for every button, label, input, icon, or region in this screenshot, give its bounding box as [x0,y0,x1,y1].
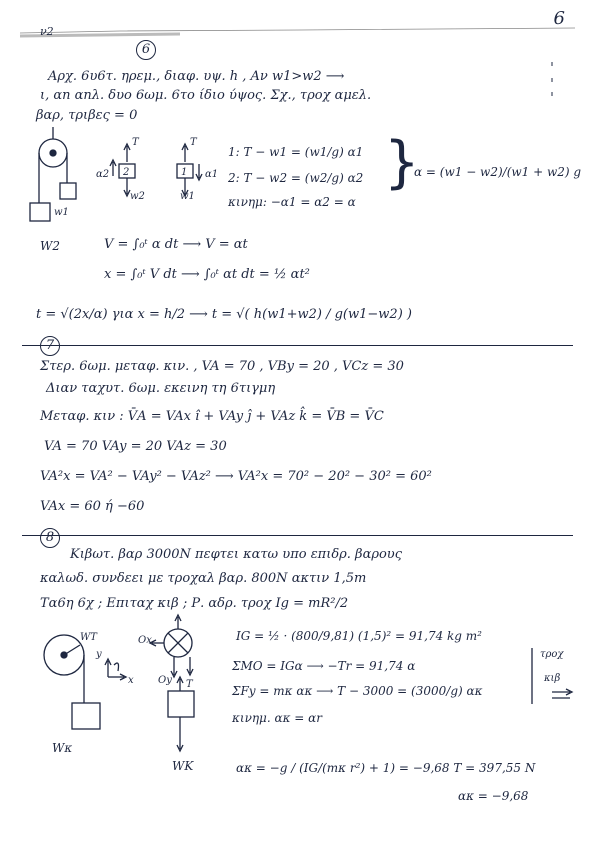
label-WT: WT [80,632,97,643]
problem-6-statement-line-2: ι, αn αnλ. δυο 6ωμ. 6τo ίδιο ύψος. Σχ., τροχ αμελ. [40,88,372,103]
problem-6-eq-2: 2: T − w2 = (w2/g) α2 [228,171,364,185]
label-Oy: Oy [158,675,172,686]
problem-6-statement-line-3: βαρ, τριβες = 0 [36,108,138,123]
pulley-box-diagram [34,625,144,755]
problem-8-statement-line-1: Κιβωτ. βαρ 3000N πεφτει κατω υπο επιδρ. βαρους [70,547,402,562]
scan-edge-line [0,0,595,40]
problem-8-forces: ΣFy = mκ ακ ⟶ T − 3000 = (3000/g) ακ [232,684,483,698]
problem-7-statement-line-2: Διαν ταχυτ. 6ωμ. εκεινη τη 6τιγμη [46,381,276,396]
side-label-box: κιβ [544,673,561,684]
problem-6-position: x = ∫₀ᵗ V dt ⟶ ∫₀ᵗ αt dt = ½ αt² [104,267,310,282]
separator-7-8 [22,535,573,536]
label-Wk-left: Wκ [52,741,73,755]
free-body-wheel-box [150,615,220,765]
problem-6-eq-1: 1: T − w1 = (w1/g) α1 [228,145,364,159]
separator-6-7 [22,345,573,346]
problem-7-number: 7 [40,336,60,356]
label-w2-fbd: w2 [130,191,145,202]
problem-8-statement-line-3: Τα6η 6χ ; Επιταχ κιβ ; Ρ. αδρ. τροχ Ιg = mR²/2 [40,596,349,611]
problem-8-result: ακ = −g / (IG/(mκ r²) + 1) = −9,68 T = 397,55 N [236,761,536,775]
label-x: x [128,675,134,686]
label-T-right: T [190,137,197,148]
problem-6-statement-line-1: Αρχ. 6υ6τ. ηρεμ., διαφ. υψ. h , Αν w1>w2 ⟶ [48,69,345,84]
problem-6-velocity: V = ∫₀ᵗ α dt ⟶ V = αt [104,237,248,252]
problem-8-statement-line-2: καλωδ. συνδεει με τροχαλ βαρ. 800N ακτιν 1,5m [40,571,367,586]
problem-8-kinematics: κινημ. ακ = αr [232,711,322,725]
problem-6-brace: } [384,130,420,195]
label-w1-sketch: w1 [54,207,69,218]
problem-7-line-4: VAx = 60 ή −60 [40,499,145,514]
header-scribble: ν2 [40,25,54,38]
label-Ox: Ox [138,635,152,646]
problem-7-line-2: VA = 70 VAy = 20 VAz = 30 [44,439,227,454]
label-y: y [96,649,102,660]
block-2-label: 2 [123,167,130,178]
label-W2-sketch: W2 [40,239,60,253]
problem-6-kinematics: κινημ: −α1 = α2 = α [228,195,356,209]
problem-8-number: 8 [40,528,60,548]
problem-8-inertia: IG = ½ · (800/9,81) (1,5)² = 91,74 kg m² [236,629,482,643]
problem-6-time: t = √(2x/α) για x = h/2 ⟶ t = √( h(w1+w2) / g(w1−w2) ) [36,307,412,322]
page-number: 6 [553,8,565,29]
label-a1: α1 [205,169,219,180]
block-1-label: 1 [181,167,188,178]
label-w1-fbd: w1 [180,191,195,202]
label-a2: α2 [96,169,110,180]
scan-edge-marks [548,60,558,100]
side-label-wheel: τροχ [540,649,564,660]
problem-7-line-1: Μεταφ. κιν : V̄A = VAx î + VAy ĵ + VAz k̂ = V̄B = V̄C [40,409,384,424]
label-T-box: T [186,679,193,690]
problem-6-result: α = (w1 − w2)/(w1 + w2) g [414,165,582,179]
problem-7-line-3: VA²x = VA² − VAy² − VAz² ⟶ VA²x = 70² − 20² − 30² = 60² [40,469,432,484]
problem-8-result-2: ακ = −9,68 [458,789,529,803]
problem-6-number: 6 [136,40,156,60]
problem-7-statement-line-1: Στερ. 6ωμ. μεταφ. κιν. , VA = 70 , VBy = 20 , VCz = 30 [40,359,404,374]
problem-8-moment: ΣMO = IGα ⟶ −Tr = 91,74 α [232,659,416,673]
label-T-left: T [132,137,139,148]
label-WK-box: WK [172,759,194,773]
